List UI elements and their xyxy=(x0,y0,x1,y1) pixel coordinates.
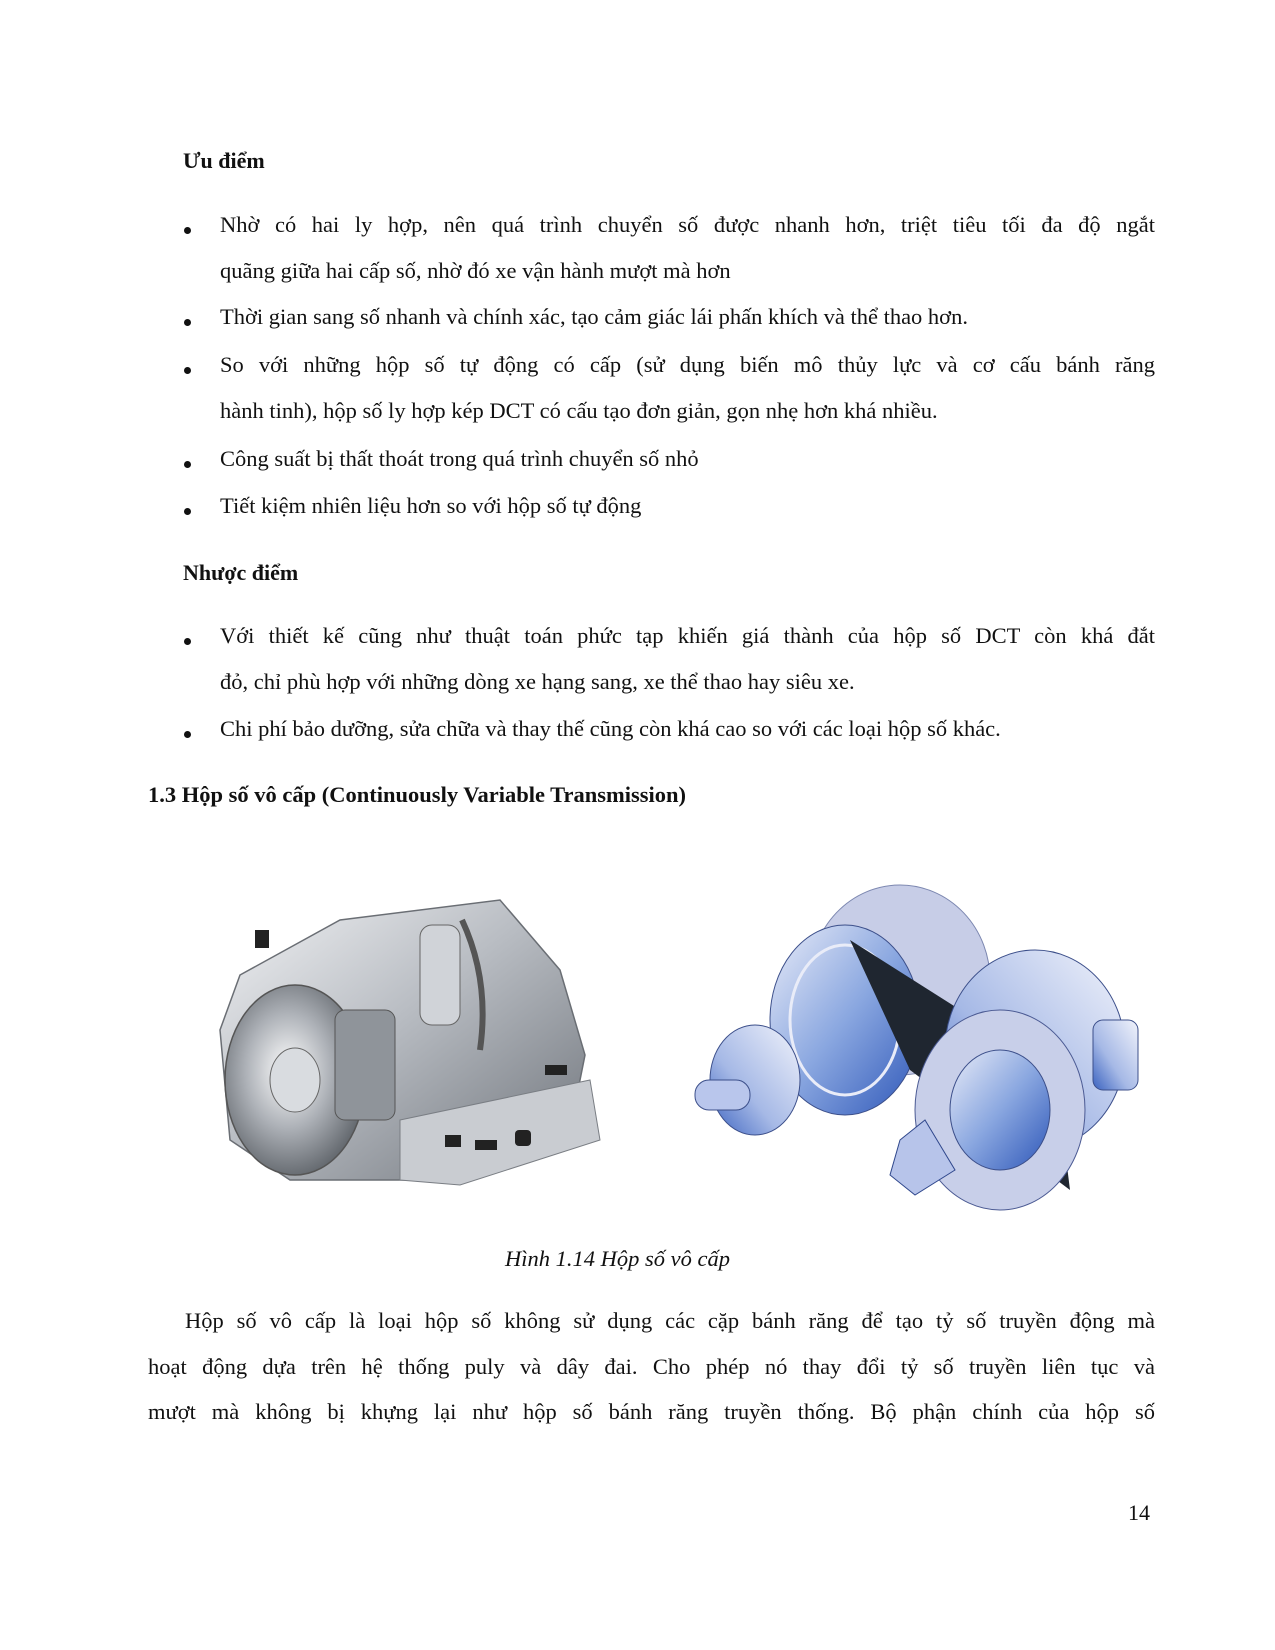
list-item-text: Nhờ có hai ly hợp, nên quá trình chuyển số được nhanh hơn, triệt tiêu tối đa độ ngắt xyxy=(220,212,1155,237)
disadvantages-heading: Nhược điểm xyxy=(183,560,299,585)
paragraph-line: mượt mà không bị khựng lại như hộp số bánh răng truyền thống. Bộ phận chính của hộp số xyxy=(148,1399,1155,1424)
bullet-icon xyxy=(184,461,191,468)
bullet-icon xyxy=(184,508,191,515)
bullet-icon xyxy=(184,367,191,374)
list-item-text: Chi phí bảo dưỡng, sửa chữa và thay thế cũng còn khá cao so với các loại hộp số khác. xyxy=(220,716,1001,741)
cvt-pulley-belt-image xyxy=(685,870,1165,1225)
figure-caption: Hình 1.14 Hộp số vô cấp xyxy=(505,1246,730,1271)
list-item-text: Công suất bị thất thoát trong quá trình chuyển số nhỏ xyxy=(220,446,699,471)
list-item-text: Thời gian sang số nhanh và chính xác, tạo cảm giác lái phấn khích và thể thao hơn. xyxy=(220,304,968,329)
list-item-text: Tiết kiệm nhiên liệu hơn so với hộp số tự động xyxy=(220,493,642,518)
pulley-belt-icon xyxy=(685,870,1165,1225)
list-item-text: Với thiết kế cũng như thuật toán phức tạp khiến giá thành của hộp số DCT còn khá đắt xyxy=(220,623,1155,648)
bullet-icon xyxy=(184,227,191,234)
bullet-icon xyxy=(184,638,191,645)
paragraph-line: Hộp số vô cấp là loại hộp số không sử dụng các cặp bánh răng để tạo tỷ số truyền động mà xyxy=(185,1308,1155,1333)
bullet-icon xyxy=(184,319,191,326)
list-item-text: So với những hộp số tự động có cấp (sử dụng biến mô thủy lực và cơ cấu bánh răng xyxy=(220,352,1155,377)
paragraph-line: hoạt động dựa trên hệ thống puly và dây đai. Cho phép nó thay đổi tỷ số truyền liên tục và xyxy=(148,1354,1155,1379)
advantages-heading: Ưu điểm xyxy=(183,148,265,173)
section-heading: 1.3 Hộp số vô cấp (Continuously Variable Transmission) xyxy=(148,782,687,807)
page-number: 14 xyxy=(1128,1500,1150,1525)
list-item-text: quãng giữa hai cấp số, nhờ đó xe vận hành mượt mà hơn xyxy=(220,258,731,283)
transmission-housing-icon xyxy=(200,880,610,1200)
list-item-text: đỏ, chỉ phù hợp với những dòng xe hạng sang, xe thể thao hay siêu xe. xyxy=(220,669,855,694)
bullet-icon xyxy=(184,731,191,738)
cvt-housing-image xyxy=(200,880,610,1200)
list-item-text: hành tinh), hộp số ly hợp kép DCT có cấu tạo đơn giản, gọn nhẹ hơn khá nhiều. xyxy=(220,398,938,423)
